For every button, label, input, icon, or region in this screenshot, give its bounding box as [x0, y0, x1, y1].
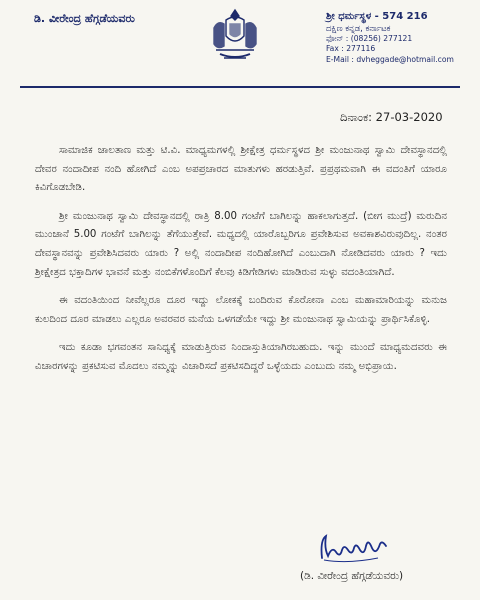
address-town: ಶ್ರೀ ಧರ್ಮಸ್ಥಳ - 574 216: [326, 11, 428, 22]
paragraph-4: ಇದು ಕೂಡಾ ಭಗವಂತನ ಸಾನಿಧ್ಯಕ್ಕೆ ಮಾಡುತ್ತಿರುವ ನಿಂದಾಸ್ತುತಿಯಾಗಿರಬಹುದು. ಇನ್ನು ಮುಂದೆ ಮಾಧ್ಯಮದವರು ಈ ವಿಚಾರಗಳನ್ನು ಪ್ರಕಟಿಸುವ ಮೊದಲು ನಮ್ಮನ್ನು ವಿಚಾರಿಸದೆ ಪ್ರಕಟಿಸದಿದ್ದರೆ ಒಳ್ಳೆಯದು ಎಂಬುದು ನಮ್ಮ ಅಭಿಪ್ರಾಯ.: [35, 342, 447, 372]
handwritten-signature: [318, 530, 390, 564]
address-district: ದಕ್ಷಿಣ ಕನ್ನಡ, ಕರ್ನಾಟಕ: [326, 23, 391, 33]
letter-body: [35, 142, 447, 387]
letterhead-divider: [20, 86, 460, 88]
letterhead-name: ಡಿ. ವೀರೇಂದ್ರ ಹೆಗ್ಗಡೆಯವರು: [34, 12, 135, 25]
letter-date: ದಿನಾಂಕ: 27-03-2020: [340, 110, 443, 124]
email-address[interactable]: E-Mail : dvheggade@hotmail.com: [326, 54, 454, 64]
letterhead-address: [326, 10, 476, 65]
signatory-name: (ಡಿ. ವೀರೇಂದ್ರ ಹೆಗ್ಗಡೆಯವರು): [300, 570, 404, 582]
paragraph-1: ಸಾಮಾಜಿಕ ಜಾಲತಾಣ ಮತ್ತು ಟಿ.ವಿ. ಮಾಧ್ಯಮಗಳಲ್ಲಿ ಶ್ರೀಕ್ಷೇತ್ರ ಧರ್ಮಸ್ಥಳದ ಶ್ರೀ ಮಂಜುನಾಥ ಸ್ವಾಮಿ ದೇವಸ್ಥಾನದಲ್ಲಿ ದೇವರ ನಂದಾದೀಪ ನಂದಿ ಹೋಗಿದೆ ಎಂಬ ಅಪಪ್ರಚಾರದ ಮಾತುಗಳು ಹರಡುತ್ತಿವೆ. ಪ್ರಪ್ರಥಮವಾಗಿ ಈ ವದಂತಿಗೆ ಯಾರೂ ಕಿವಿಗೊಡಬೇಡಿ.: [35, 145, 447, 194]
paragraph-2: ಶ್ರೀ ಮಂಜುನಾಥ ಸ್ವಾಮಿ ದೇವಸ್ಥಾನದಲ್ಲಿ ರಾತ್ರಿ 8.00 ಗಂಟೆಗೆ ಬಾಗಿಲನ್ನು ಹಾಕಲಾಗುತ್ತದೆ. (ಬೀಗ ಮುದ್ರೆ) ಮರುದಿನ ಮುಂಜಾನೆ 5.00 ಗಂಟೆಗೆ ಬಾಗಿಲನ್ನು ತೆಗೆಯುತ್ತೇವೆ. ಮಧ್ಯದಲ್ಲಿ ಯಾರೊಬ್ಬರಿಗೂ ಪ್ರವೇಶಿಸುವ ಅವಕಾಶವಿರುವುದಿಲ್ಲ. ನಂತರ ದೇವಸ್ಥಾನವನ್ನು ಪ್ರವೇಶಿಸಿದವರು ಯಾರು ? ಅಲ್ಲಿ ನಂದಾದೀಪ ನಂದಿಹೋಗಿದೆ ಎಂಬುದಾಗಿ ನೋಡಿದವರು ಯಾರು ? ಇದು ಶ್ರೀಕ್ಷೇತ್ರದ ಭಕ್ತಾದಿಗಳ ಭಾವನೆ ಮತ್ತು ನಂಬಿಕೆಗಳೊಂದಿಗೆ ಕೆಲವು ಕಿಡಿಗೇಡಿಗಳು ಮಾಡಿರುವ ಸುಳ್ಳು ವದಂತಿಯಾಗಿದೆ.: [35, 210, 447, 278]
fax-number: Fax : 277116: [326, 44, 376, 53]
paragraph-3: ಈ ವದಂತಿಯಿಂದ ನೀವೆಲ್ಲರೂ ದೂರ ಇದ್ದು ಲೋಕಕ್ಕೆ ಬಂದಿರುವ ಕೊರೋನಾ ಎಂಬ ಮಹಾಮಾರಿಯನ್ನು ಮನುಜ ಕುಲದಿಂದ ದೂರ ಮಾಡಲು ಎಲ್ಲರೂ ಅವರವರ ಮನೆಯ ಒಳಗಡೆಯೇ ಇದ್ದು ಶ್ರೀ ಮಂಜುನಾಥ ಸ್ವಾಮಿಯನ್ನು ಪ್ರಾರ್ಥಿಸಿಕೊಳ್ಳಿ.: [35, 295, 447, 325]
phone-number: ಫೋನ್ : (08256) 277121: [326, 33, 413, 43]
royal-emblem-icon: [206, 6, 264, 64]
